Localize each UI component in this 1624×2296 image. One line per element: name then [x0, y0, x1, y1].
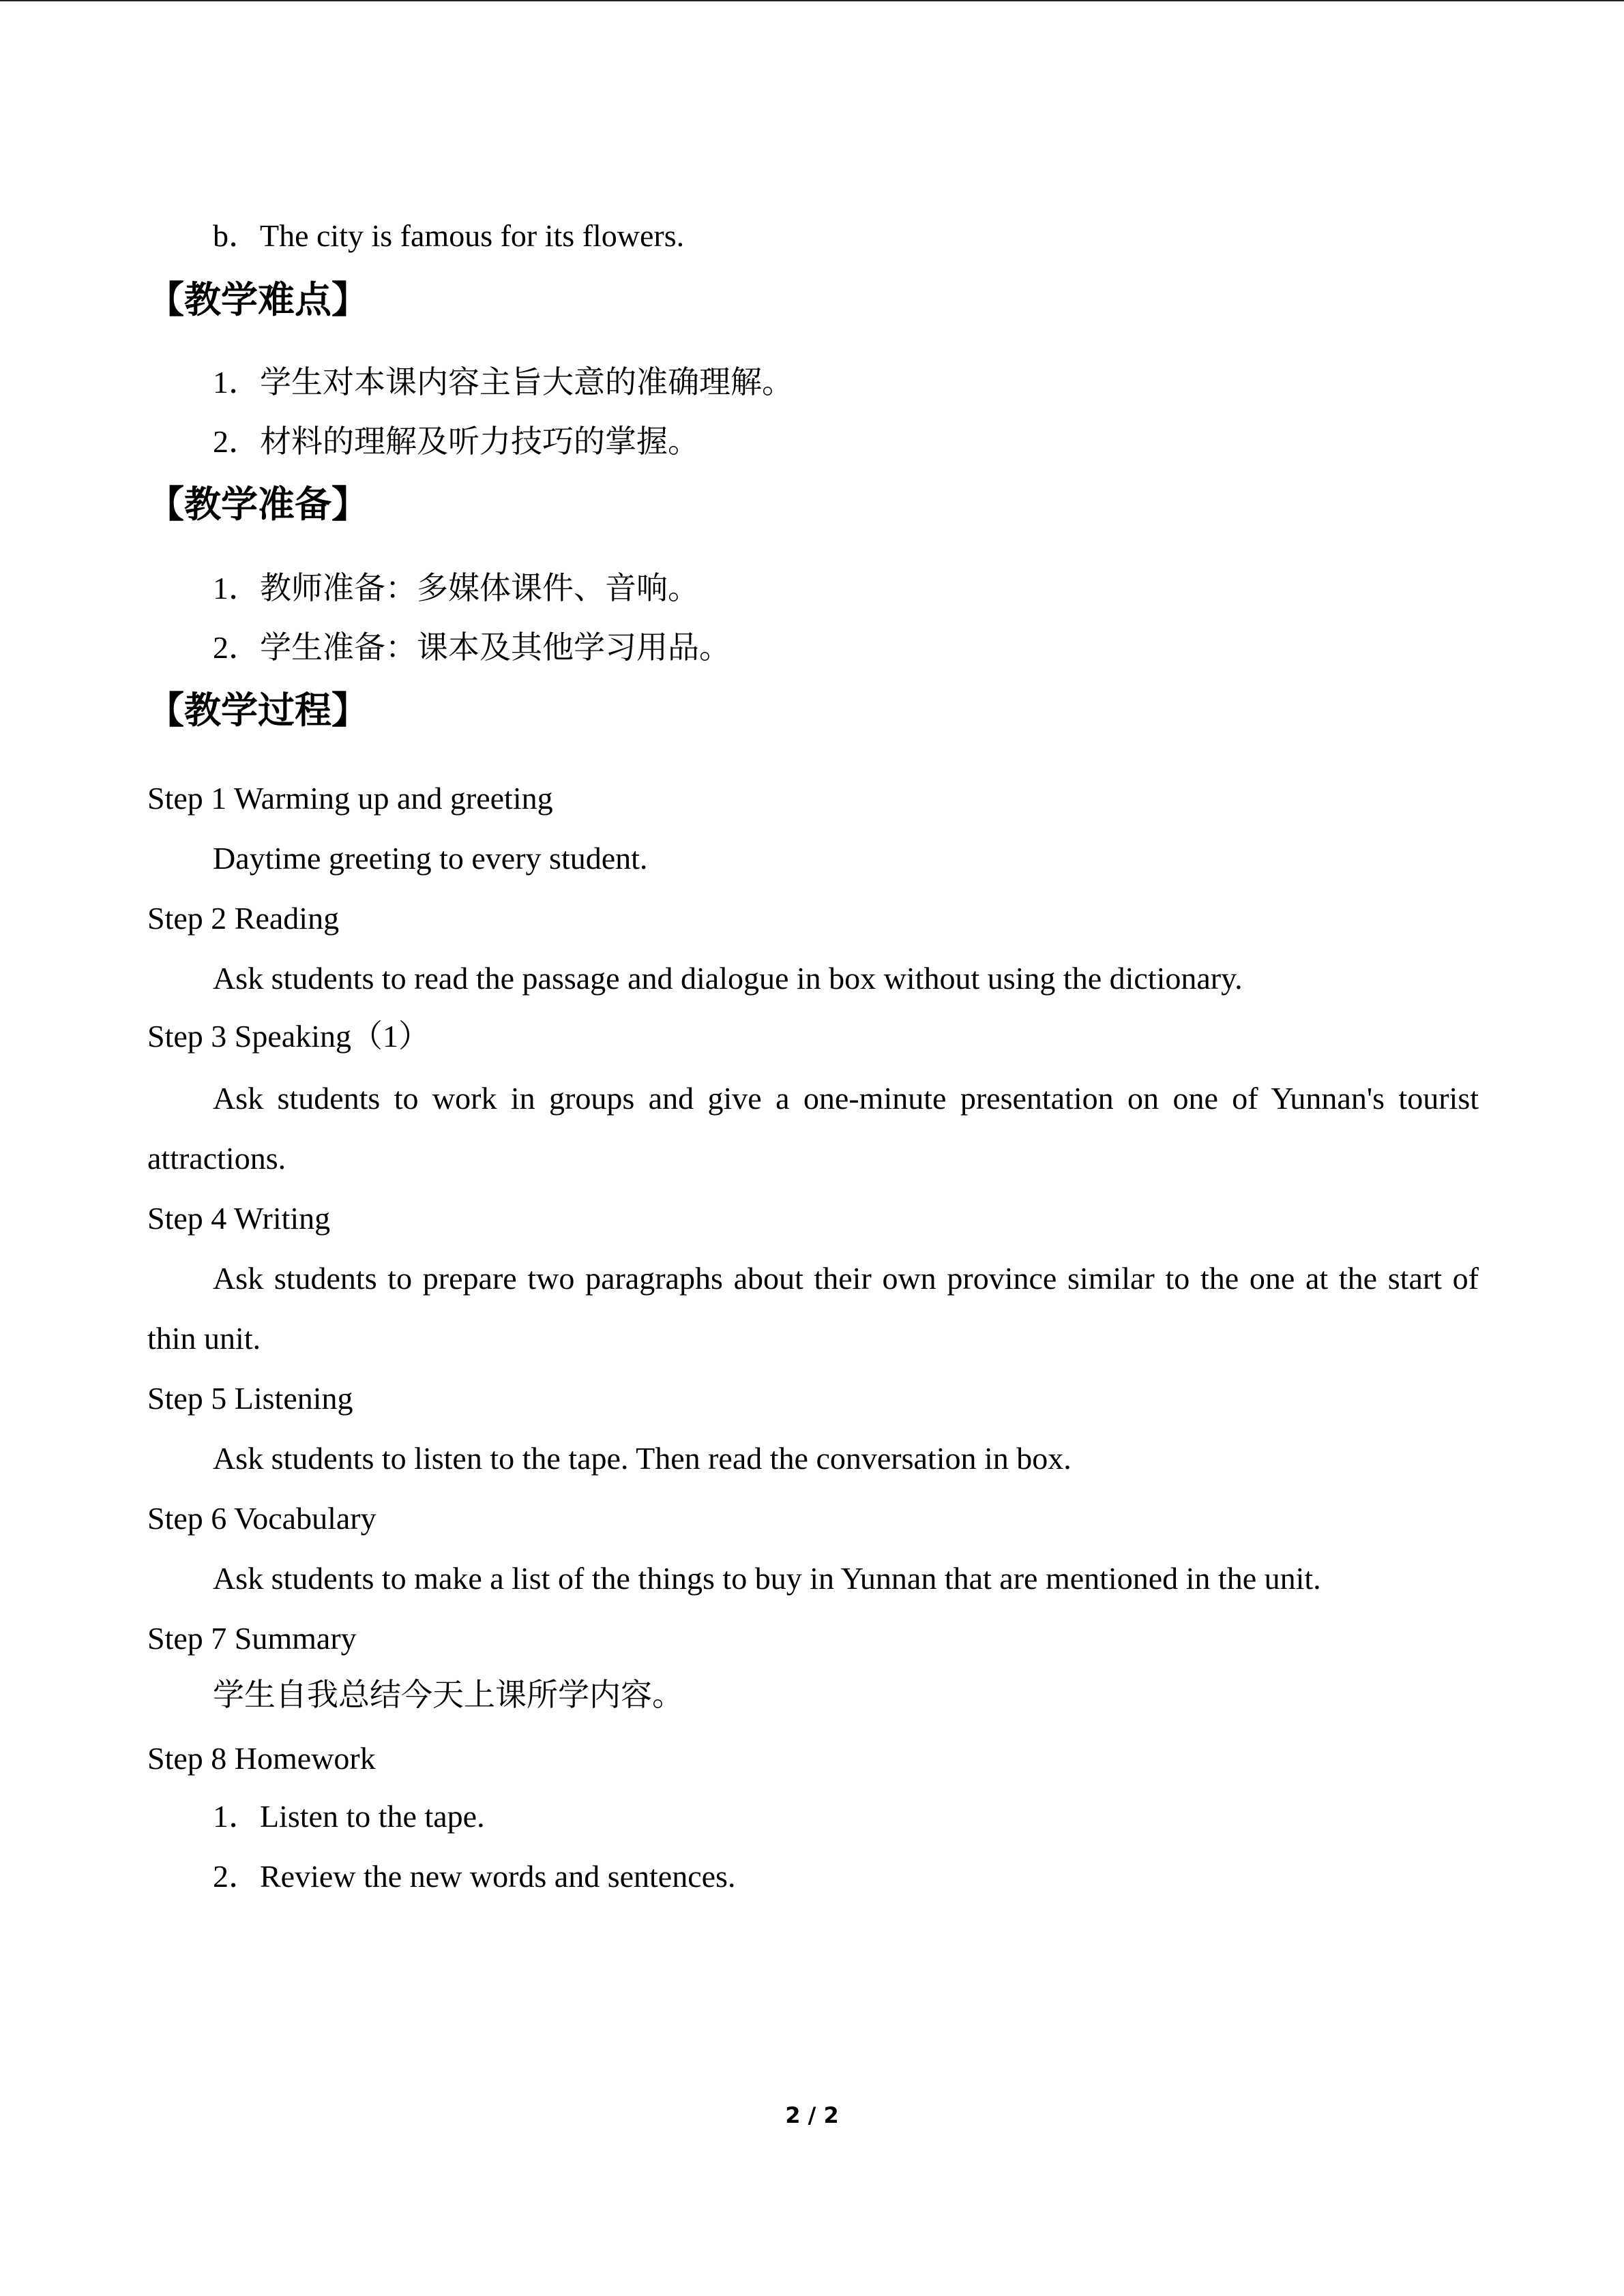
section-heading-preparation: 【教学准备】 [147, 483, 368, 526]
list-item: 2．Review the new words and sentences. [213, 1859, 736, 1894]
step-title: Step 5 Listening [147, 1381, 353, 1416]
step-title: Step 3 Speaking（1） [147, 1019, 430, 1054]
list-item: 1．教师准备：多媒体课件、音响。 [213, 571, 699, 606]
step-title: Step 8 Homework [147, 1741, 376, 1776]
step-title: Step 1 Warming up and greeting [147, 781, 553, 816]
step-title: Step 7 Summary [147, 1621, 357, 1656]
list-item: 2．学生准备：课本及其他学习用品。 [213, 630, 730, 665]
step-text-continued: thin unit. [147, 1321, 261, 1356]
list-item: 1．Listen to the tape. [213, 1799, 485, 1834]
step-text: Ask students to read the passage and dialogue in box without using the dictionary. [213, 961, 1243, 996]
section-heading-difficulties: 【教学难点】 [147, 278, 368, 321]
list-item: 1．学生对本课内容主旨大意的准确理解。 [213, 365, 793, 400]
step-title: Step 4 Writing [147, 1201, 331, 1236]
step-text: 学生自我总结今天上课所学内容。 [213, 1678, 683, 1712]
step-text: Daytime greeting to every student. [213, 841, 648, 876]
step-text: Ask students to work in groups and give a one-minute presentation on one of Yunnan's tourist [213, 1081, 1479, 1116]
page-number: 2 / 2 [785, 2102, 839, 2128]
intro-item: b．The city is famous for its flowers. [213, 218, 685, 253]
step-title: Step 2 Reading [147, 901, 340, 936]
step-text: Ask students to make a list of the things to buy in Yunnan that are mentioned in the unit. [213, 1561, 1321, 1596]
step-title: Step 6 Vocabulary [147, 1501, 377, 1536]
step-text-continued: attractions. [147, 1141, 286, 1176]
step-text: Ask students to prepare two paragraphs about their own province similar to the one at the start of [213, 1261, 1479, 1296]
step-text: Ask students to listen to the tape. Then read the conversation in box. [213, 1441, 1072, 1476]
section-heading-process: 【教学过程】 [147, 689, 368, 732]
list-item: 2．材料的理解及听力技巧的掌握。 [213, 424, 699, 459]
